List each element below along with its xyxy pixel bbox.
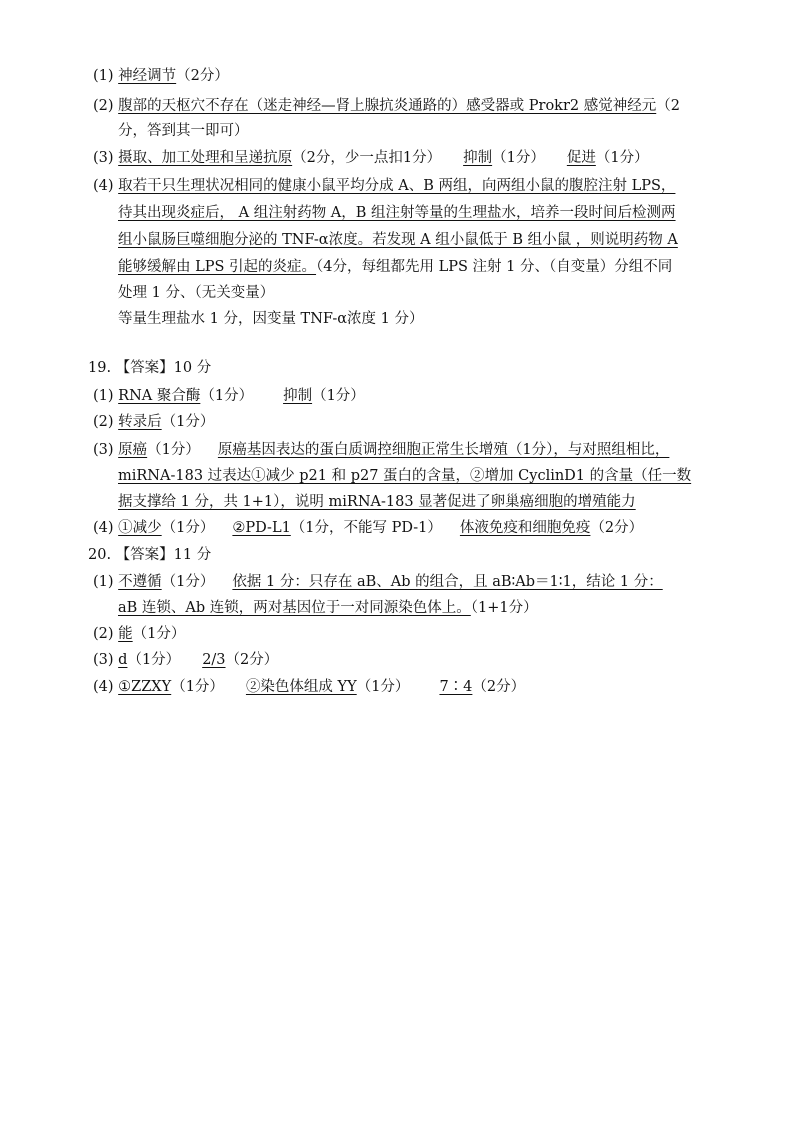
part-number: (4) [93,520,114,536]
q19-part3-line1 [93,440,669,460]
answer-text: 待其出现炎症后， A 组注射药物 A，B 组注射等量的生理盐水，培养一段时间后检测两 [118,205,676,221]
answer-text: 原癌基因表达的蛋白质调控细胞正常生长增殖（1分），与对照组相比， [217,442,670,458]
score-note: 处理 1 分、（无关变量） [118,285,275,301]
score-note: （1分） [161,574,215,590]
q18-part4-line1 [93,176,675,196]
answer-text: 2/3 [202,652,226,668]
score-note: （1分） [492,150,545,166]
q20-part3 [93,650,278,670]
score-note: （1分） [161,520,215,536]
score-note: （2 [656,98,680,114]
q18-part2 [93,96,680,116]
answer-text: 摄取、加工处理和呈递抗原 [118,150,293,166]
score-note: （1分） [127,652,181,668]
q18-part4-line2 [118,203,676,223]
part-number: (1) [93,388,114,404]
part-number: (3) [93,442,114,458]
score-note: （1分） [161,414,215,430]
score-note: （1分） [312,388,365,404]
q19-part3-line3 [118,492,636,512]
q19-part2 [93,412,214,432]
q18-part2-cont [118,121,249,141]
answer-text: ②PD-L1 [232,520,291,536]
answer-text: 据支撑给 1 分，共 1+1），说明 miRNA-183 显著促进了卵巢癌细胞的增殖能力 [118,494,636,510]
q19-header [88,358,211,378]
q19-part4 [93,518,643,538]
answer-text: aB 连锁、Ab 连锁，两对基因位于一对同源染色体上。 [118,600,471,616]
answer-text: RNA 聚合酶 [118,388,201,404]
score-note: （1分） [200,388,254,404]
q18-part3 [93,148,649,168]
score-note: （4分，每组都先用 LPS 注射 1 分、（自变量）分组不同 [316,259,673,275]
part-number: (3) [93,150,114,166]
answer-text: 原癌 [118,442,148,458]
answer-text: miRNA-183 过表达①减少 p21 和 p27 蛋白的含量，②增加 CyclinD1 的含量（任一数 [118,468,692,484]
q20-part4 [93,677,525,697]
answer-text: d [118,652,128,668]
answer-text: 转录后 [118,414,162,430]
q20-header [88,545,211,565]
question-header: 20. 【答案】11 分 [88,547,212,563]
answer-text: 促进 [566,150,596,166]
q19-part3-line2 [118,466,691,486]
part-number: (1) [93,574,114,590]
question-header: 19. 【答案】10 分 [88,360,212,376]
q18-part1 [93,66,229,86]
answer-text: ①ZZXY [118,679,172,695]
answer-text: ①减少 [118,520,162,536]
score-note: （1分） [595,150,649,166]
answer-text: 不遵循 [118,574,162,590]
score-note: （2分，少一点扣1分） [292,150,442,166]
answer-text: 抑制 [283,388,313,404]
answer-text: 抑制 [463,150,493,166]
score-note: （1分） [171,679,224,695]
score-note: （1分，不能写 PD-1） [290,520,442,536]
part-number: (2) [93,98,114,114]
answer-text: 腹部的天枢穴不存在（迷走神经—肾上腺抗炎通路的）感受器或 Prokr2 感觉神经元 [118,98,657,114]
score-note: （1分） [147,442,200,458]
part-number: (2) [93,414,114,430]
answer-text: 取若干只生理状况相同的健康小鼠平均分成 A、B 两组，向两组小鼠的腹腔注射 LPS， [118,178,676,194]
part-number: (4) [93,679,114,695]
q20-part1-line2 [118,598,538,618]
q19-part1 [93,386,365,406]
score-note: （1分） [132,626,186,642]
q18-part4-line6 [118,309,423,329]
score-note: （1+1分） [470,600,538,616]
answer-text: 组小鼠肠巨噬细胞分泌的 TNF-α浓度。若发现 A 组小鼠低于 B 组小鼠 ，则说明药物 A [118,232,678,248]
answer-text: ②染色体组成 YY [245,679,357,695]
part-number: (3) [93,652,114,668]
score-note: （2分） [176,68,229,84]
answer-text: 7∶4 [439,679,473,695]
answer-text: 能够缓解由 LPS 引起的炎症。 [118,259,317,275]
q18-part4-line4 [118,257,672,277]
answer-text: 体液免疫和细胞免疫 [459,520,591,536]
score-note: （2分） [590,520,644,536]
q18-part4-line5 [118,283,274,303]
score-note: 等量生理盐水 1 分，因变量 TNF-α浓度 1 分） [118,311,424,327]
q18-part4-line3 [118,230,678,250]
q20-part2 [93,624,185,644]
answer-text: 依据 1 分：只存在 aB、Ab 的组合，且 aB∶Ab＝1∶1，结论 1 分： [232,574,663,590]
score-note: （1分） [356,679,410,695]
answer-text: 能 [118,626,133,642]
score-note: 分，答到其一即可） [118,123,249,139]
part-number: (1) [93,68,114,84]
part-number: (4) [93,178,114,194]
score-note: （2分） [472,679,526,695]
score-note: （2分） [225,652,279,668]
part-number: (2) [93,626,114,642]
answer-text: 神经调节 [118,68,177,84]
q20-part1-line1 [93,572,663,592]
